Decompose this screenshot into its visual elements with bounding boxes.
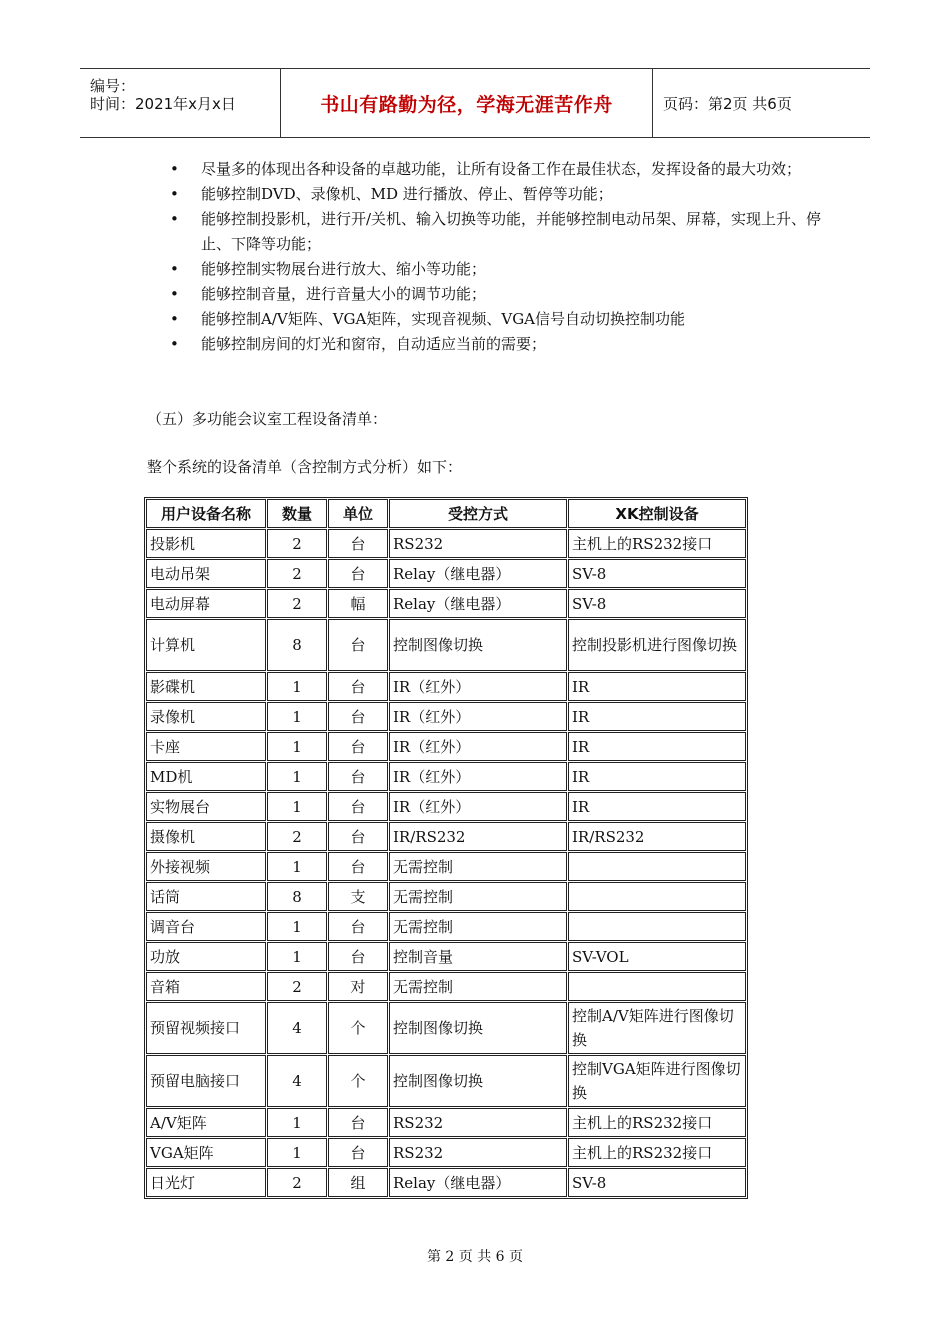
page-header xyxy=(80,68,870,138)
cell-device-name: 预留视频接口 xyxy=(146,1002,266,1054)
cell-device-name: 调音台 xyxy=(146,912,266,941)
cell-device-name: VGA矩阵 xyxy=(146,1138,266,1167)
cell-xk-device: 控制A/V矩阵进行图像切换 xyxy=(568,1002,746,1054)
cell-device-name: 电动吊架 xyxy=(146,559,266,588)
cell-quantity: 1 xyxy=(267,852,327,881)
feature-item: • 能够控制音量，进行音量大小的调节功能； xyxy=(170,282,830,307)
header-motto: 书山有路勤为径，学海无涯苦作舟 xyxy=(320,93,613,116)
cell-quantity: 1 xyxy=(267,942,327,971)
table-row xyxy=(146,619,746,671)
cell-control-method: IR（红外） xyxy=(389,672,567,701)
cell-quantity: 1 xyxy=(267,792,327,821)
cell-quantity: 1 xyxy=(267,732,327,761)
cell-xk-device: SV-8 xyxy=(568,1168,746,1197)
cell-device-name: 卡座 xyxy=(146,732,266,761)
section-title: （五）多功能会议室工程设备清单： xyxy=(147,410,388,428)
equipment-table xyxy=(144,497,748,1199)
cell-xk-device: IR xyxy=(568,672,746,701)
cell-xk-device: IR xyxy=(568,702,746,731)
cell-device-name: 话筒 xyxy=(146,882,266,911)
cell-unit: 台 xyxy=(328,792,388,821)
cell-control-method: 控制图像切换 xyxy=(389,619,567,671)
table-body xyxy=(146,529,746,1197)
cell-quantity: 1 xyxy=(267,1138,327,1167)
cell-device-name: 摄像机 xyxy=(146,822,266,851)
cell-control-method: RS232 xyxy=(389,1138,567,1167)
cell-quantity: 4 xyxy=(267,1002,327,1054)
cell-control-method: 控制图像切换 xyxy=(389,1002,567,1054)
table-row xyxy=(146,1108,746,1137)
cell-unit: 台 xyxy=(328,762,388,791)
cell-quantity: 2 xyxy=(267,589,327,618)
table-header-row xyxy=(146,499,746,528)
cell-unit: 对 xyxy=(328,972,388,1001)
cell-quantity: 2 xyxy=(267,1168,327,1197)
cell-quantity: 2 xyxy=(267,529,327,558)
cell-device-name: 投影机 xyxy=(146,529,266,558)
table-row xyxy=(146,942,746,971)
table-row xyxy=(146,529,746,558)
cell-xk-device xyxy=(568,912,746,941)
cell-xk-device: 主机上的RS232接口 xyxy=(568,1108,746,1137)
cell-control-method: 无需控制 xyxy=(389,972,567,1001)
table-row xyxy=(146,882,746,911)
cell-control-method: 无需控制 xyxy=(389,882,567,911)
cell-device-name: A/V矩阵 xyxy=(146,1108,266,1137)
cell-control-method: IR（红外） xyxy=(389,702,567,731)
cell-quantity: 8 xyxy=(267,882,327,911)
cell-device-name: 实物展台 xyxy=(146,792,266,821)
cell-device-name: 计算机 xyxy=(146,619,266,671)
cell-unit: 台 xyxy=(328,942,388,971)
cell-unit: 幅 xyxy=(328,589,388,618)
cell-unit: 台 xyxy=(328,619,388,671)
document-number-label: 编号： xyxy=(90,77,136,95)
cell-unit: 台 xyxy=(328,732,388,761)
cell-control-method: 控制图像切换 xyxy=(389,1055,567,1107)
cell-quantity: 1 xyxy=(267,702,327,731)
cell-quantity: 2 xyxy=(267,972,327,1001)
cell-unit: 台 xyxy=(328,529,388,558)
table-row xyxy=(146,912,746,941)
header-page-info: 页码：第2页 共6页 xyxy=(663,94,792,113)
table-row xyxy=(146,672,746,701)
cell-unit: 组 xyxy=(328,1168,388,1197)
cell-control-method: Relay（继电器） xyxy=(389,589,567,618)
cell-control-method: Relay（继电器） xyxy=(389,1168,567,1197)
cell-device-name: 功放 xyxy=(146,942,266,971)
cell-control-method: 无需控制 xyxy=(389,912,567,941)
cell-unit: 个 xyxy=(328,1002,388,1054)
cell-quantity: 1 xyxy=(267,672,327,701)
cell-unit: 台 xyxy=(328,1108,388,1137)
table-row xyxy=(146,589,746,618)
cell-quantity: 2 xyxy=(267,822,327,851)
cell-unit: 支 xyxy=(328,882,388,911)
table-row xyxy=(146,702,746,731)
cell-xk-device: 主机上的RS232接口 xyxy=(568,529,746,558)
table-row xyxy=(146,1002,746,1054)
cell-device-name: 影碟机 xyxy=(146,672,266,701)
cell-unit: 台 xyxy=(328,672,388,701)
cell-xk-device: IR/RS232 xyxy=(568,822,746,851)
cell-device-name: 日光灯 xyxy=(146,1168,266,1197)
table-row xyxy=(146,792,746,821)
header-device-name: 用户设备名称 xyxy=(146,499,266,528)
page-footer: 第 2 页 共 6 页 xyxy=(426,1249,524,1265)
cell-unit: 台 xyxy=(328,1138,388,1167)
cell-quantity: 2 xyxy=(267,559,327,588)
cell-quantity: 4 xyxy=(267,1055,327,1107)
cell-unit: 台 xyxy=(328,852,388,881)
header-motto-cell xyxy=(281,69,653,137)
cell-control-method: RS232 xyxy=(389,1108,567,1137)
cell-unit: 台 xyxy=(328,702,388,731)
cell-control-method: Relay（继电器） xyxy=(389,559,567,588)
table-intro: 整个系统的设备清单（含控制方式分析）如下： xyxy=(147,458,463,476)
cell-control-method: IR/RS232 xyxy=(389,822,567,851)
feature-item: • 能够控制实物展台进行放大、缩小等功能； xyxy=(170,257,830,282)
cell-unit: 台 xyxy=(328,822,388,851)
cell-device-name: MD机 xyxy=(146,762,266,791)
table-row xyxy=(146,762,746,791)
cell-xk-device: 控制投影机进行图像切换 xyxy=(568,619,746,671)
header-control-method: 受控方式 xyxy=(389,499,567,528)
cell-unit: 台 xyxy=(328,559,388,588)
cell-xk-device: 主机上的RS232接口 xyxy=(568,1138,746,1167)
cell-device-name: 外接视频 xyxy=(146,852,266,881)
table-row xyxy=(146,972,746,1001)
cell-control-method: 无需控制 xyxy=(389,852,567,881)
header-xk-device: XK控制设备 xyxy=(568,499,746,528)
feature-item: • 尽量多的体现出各种设备的卓越功能，让所有设备工作在最佳状态，发挥设备的最大功效； xyxy=(170,157,830,182)
cell-xk-device xyxy=(568,972,746,1001)
feature-item: • 能够控制房间的灯光和窗帘，自动适应当前的需要； xyxy=(170,332,830,357)
cell-xk-device: SV-8 xyxy=(568,589,746,618)
header-page-cell xyxy=(653,69,870,137)
cell-device-name: 预留电脑接口 xyxy=(146,1055,266,1107)
cell-unit: 个 xyxy=(328,1055,388,1107)
feature-item: • 能够控制A/V矩阵、VGA矩阵，实现音视频、VGA信号自动切换控制功能 xyxy=(170,307,830,332)
cell-xk-device: IR xyxy=(568,732,746,761)
feature-list xyxy=(170,157,830,357)
cell-control-method: IR（红外） xyxy=(389,792,567,821)
cell-xk-device: IR xyxy=(568,762,746,791)
table-row xyxy=(146,559,746,588)
table-row xyxy=(146,1055,746,1107)
cell-xk-device: IR xyxy=(568,792,746,821)
table-row xyxy=(146,852,746,881)
header-unit: 单位 xyxy=(328,499,388,528)
cell-xk-device: SV-VOL xyxy=(568,942,746,971)
cell-xk-device: 控制VGA矩阵进行图像切换 xyxy=(568,1055,746,1107)
cell-quantity: 1 xyxy=(267,762,327,791)
cell-device-name: 电动屏幕 xyxy=(146,589,266,618)
cell-xk-device: SV-8 xyxy=(568,559,746,588)
cell-control-method: 控制音量 xyxy=(389,942,567,971)
cell-unit: 台 xyxy=(328,912,388,941)
header-meta xyxy=(80,69,281,137)
cell-control-method: IR（红外） xyxy=(389,732,567,761)
cell-xk-device xyxy=(568,852,746,881)
cell-device-name: 音箱 xyxy=(146,972,266,1001)
header-quantity: 数量 xyxy=(267,499,327,528)
cell-quantity: 1 xyxy=(267,1108,327,1137)
cell-device-name: 录像机 xyxy=(146,702,266,731)
cell-quantity: 8 xyxy=(267,619,327,671)
table-row xyxy=(146,1138,746,1167)
table-row xyxy=(146,732,746,761)
table-row xyxy=(146,1168,746,1197)
cell-control-method: IR（红外） xyxy=(389,762,567,791)
feature-item: • 能够控制DVD、录像机、MD 进行播放、停止、暂停等功能； xyxy=(170,182,830,207)
document-time-label: 时间：2021年x月x日 xyxy=(90,95,236,113)
feature-item: • 能够控制投影机，进行开/关机、输入切换等功能，并能够控制电动吊架、屏幕，实现上升、停止、下降等功能； xyxy=(170,207,830,257)
cell-quantity: 1 xyxy=(267,912,327,941)
table-row xyxy=(146,822,746,851)
cell-control-method: RS232 xyxy=(389,529,567,558)
cell-xk-device xyxy=(568,882,746,911)
